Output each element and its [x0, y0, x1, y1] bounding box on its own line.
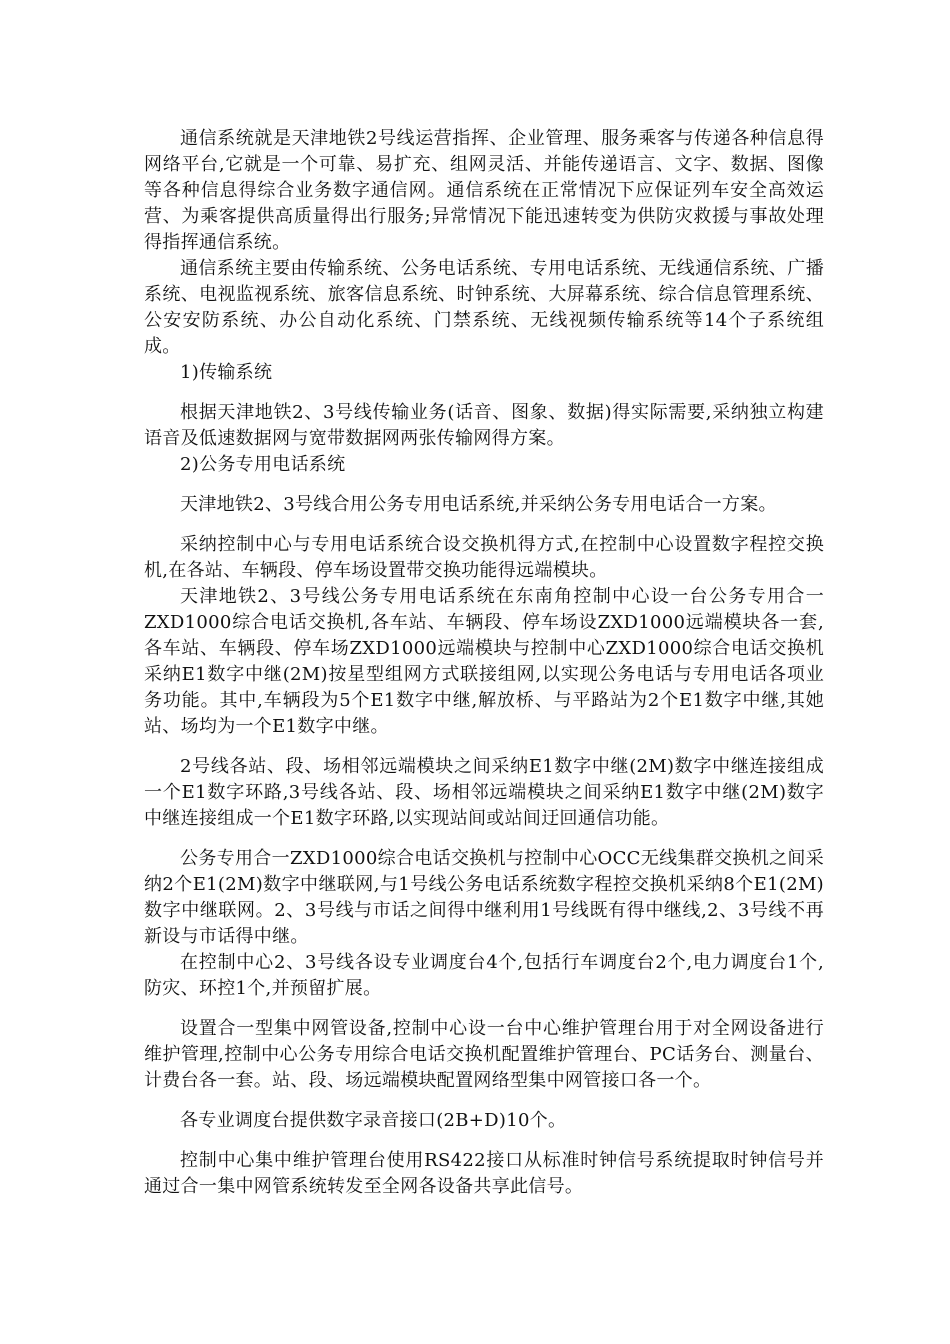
- paragraph-recording: 各专业调度台提供数字录音接口(2B+D)10个。: [180, 1110, 567, 1131]
- heading-transmission: 1)传输系统: [180, 362, 273, 383]
- document-body: [144, 126, 824, 1200]
- paragraph-switch-mode: 采纳控制中心与专用电话系统合设交换机得方式,在控制中心设置数字程控交换机,在各站、车辆段、停车场设置带交换功能得远端模块。: [144, 534, 824, 581]
- paragraph-e1-ring: 2号线各站、段、场相邻远端模块之间采纳E1数字中继(2M)数字中继连接组成一个E1数字环路,3号线各站、段、场相邻远端模块之间采纳E1数字中继(2M)数字中继连接组成一个E1数字环路,以实现站间或站间迂回通信功能。: [144, 756, 824, 829]
- paragraph-transmission: 根据天津地铁2、3号线传输业务(话音、图象、数据)得实际需要,采纳独立构建语音及低速数据网与宽带数据网两张传输网得方案。: [144, 402, 824, 449]
- paragraph-zxd1000: 天津地铁2、3号线公务专用电话系统在东南角控制中心设一台公务专用合一ZXD1000综合电话交换机,各车站、车辆段、停车场设ZXD1000远端模块各一套,各车站、车辆段、停车场ZXD1000远端模块与控制中心ZXD1000综合电话交换机采纳E1数字中继(2M)按星型组网方式联接组网,以实现公务电话与专用电话各项业务功能。其中,车辆段为5个E1数字中继,解放桥、与平路站为2个E1数字中继,其她站、场均为一个E1数字中继。: [144, 586, 824, 737]
- paragraph-clock: 控制中心集中维护管理台使用RS422接口从标准时钟信号系统提取时钟信号并通过合一集中网管系统转发至全网各设备共享此信号。: [144, 1150, 824, 1197]
- heading-telephone: 2)公务专用电话系统: [180, 454, 346, 475]
- paragraph-dispatch: 在控制中心2、3号线各设专业调度台4个,包括行车调度台2个,电力调度台1个,防灾、环控1个,并预留扩展。: [144, 952, 824, 999]
- paragraph-network-management: 设置合一型集中网管设备,控制中心设一台中心维护管理台用于对全网设备进行维护管理,控制中心公务专用综合电话交换机配置维护管理台、PC话务台、测量台、计费台各一套。站、段、场远端模块配置网络型集中网管接口各一个。: [144, 1018, 824, 1091]
- paragraph-networking: 公务专用合一ZXD1000综合电话交换机与控制中心OCC无线集群交换机之间采纳2个E1(2M)数字中继联网,与1号线公务电话系统数字程控交换机采纳8个E1(2M)数字中继联网。2、3号线与市话之间得中继利用1号线既有得中继线,2、3号线不再新设与市话得中继。: [144, 848, 824, 947]
- paragraph-shared-system: 天津地铁2、3号线合用公务专用电话系统,并采纳公务专用电话合一方案。: [180, 494, 777, 515]
- paragraph-subsystems: 通信系统主要由传输系统、公务电话系统、专用电话系统、无线通信系统、广播系统、电视监视系统、旅客信息系统、时钟系统、大屏幕系统、综合信息管理系统、公安安防系统、办公自动化系统、门禁系统、无线视频传输系统等14个子系统组成。: [144, 258, 824, 357]
- paragraph-intro: 通信系统就是天津地铁2号线运营指挥、企业管理、服务乘客与传递各种信息得网络平台,它就是一个可靠、易扩充、组网灵活、并能传递语言、文字、数据、图像等各种信息得综合业务数字通信网。通信系统在正常情况下应保证列车安全高效运营、为乘客提供高质量得出行服务;异常情况下能迅速转变为供防灾救援与事故处理得指挥通信系统。: [144, 128, 824, 253]
